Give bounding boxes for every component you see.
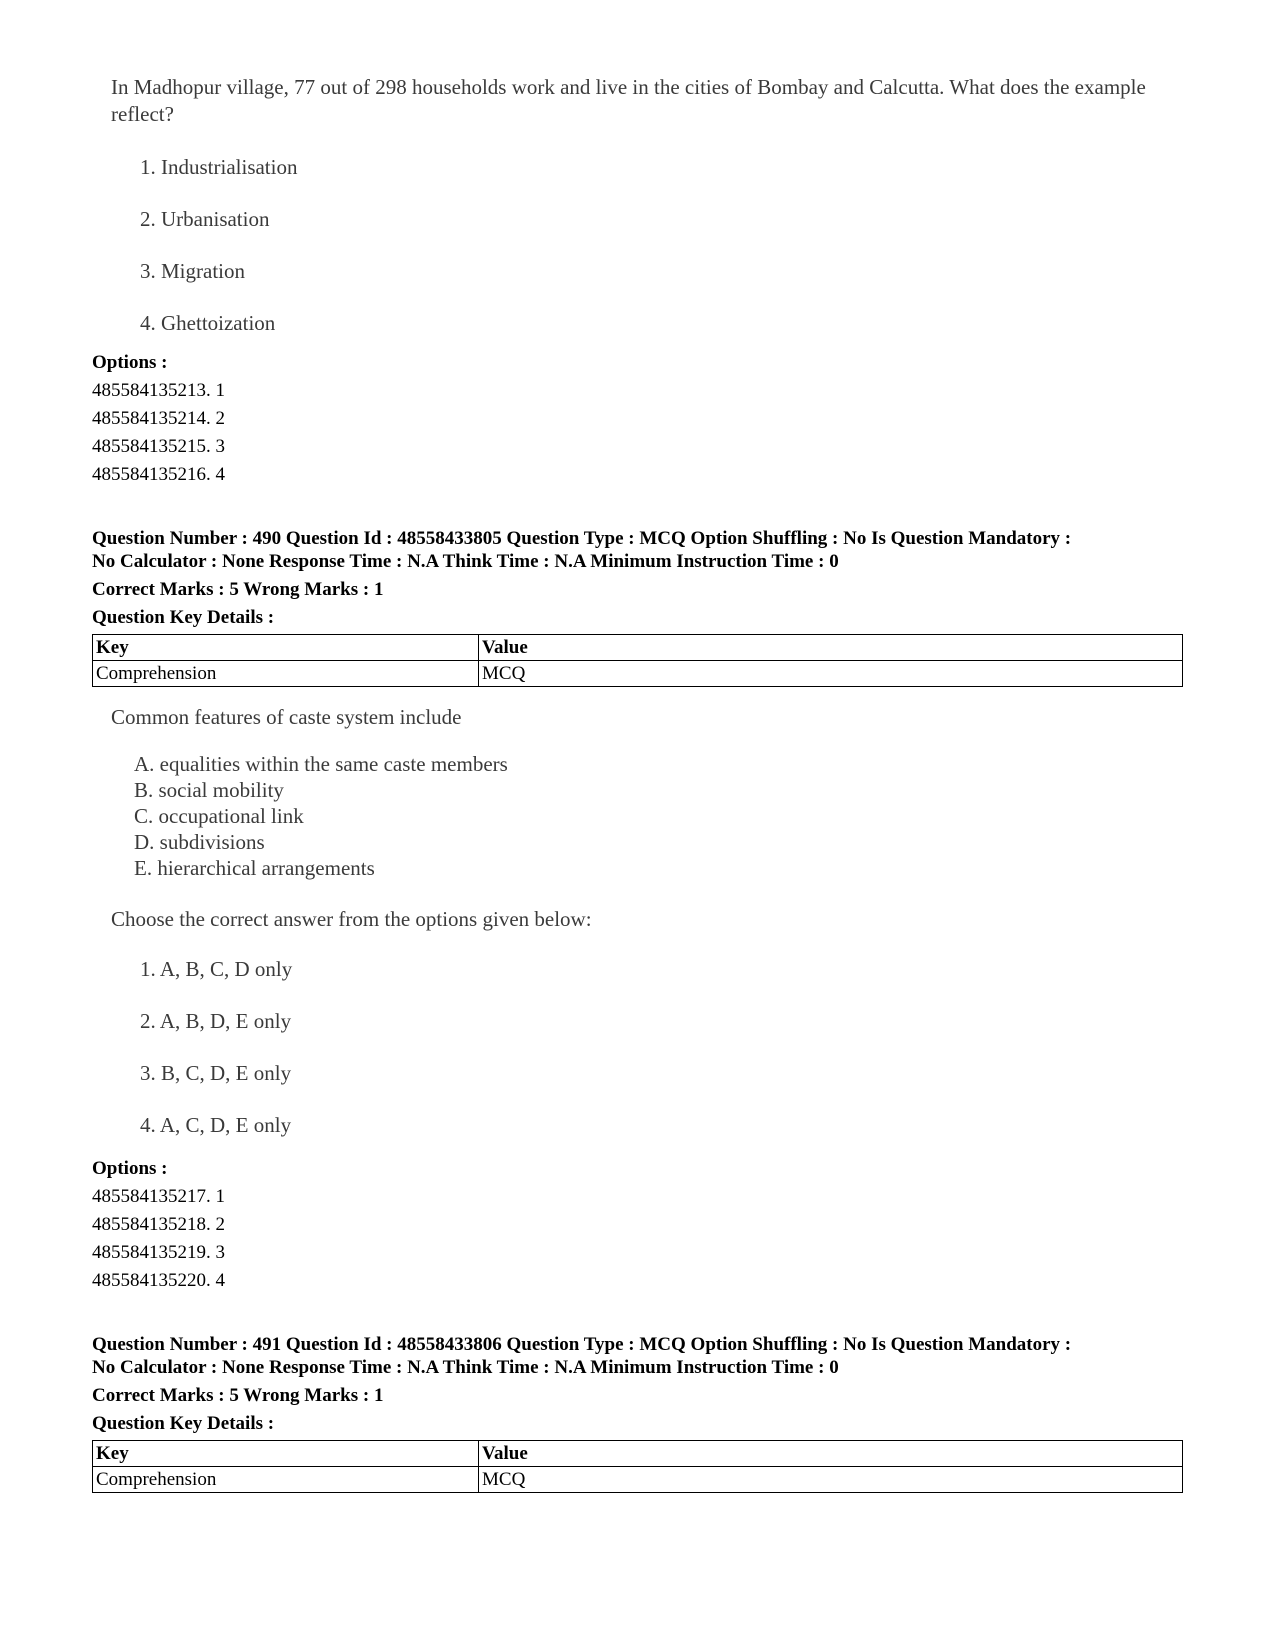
value-cell: MCQ <box>479 1467 1183 1493</box>
q490-marks: Correct Marks : 5 Wrong Marks : 1 <box>92 579 384 600</box>
key-cell: Comprehension <box>93 1467 479 1493</box>
q489-option-2: 485584135214. 2 <box>92 408 225 429</box>
key-header: Key <box>93 1441 479 1467</box>
q489-choice-3: 3. Migration <box>140 259 245 283</box>
q490-key-table <box>92 634 1183 687</box>
q490-option-1: 485584135217. 1 <box>92 1186 225 1207</box>
q490-option-4: 485584135220. 4 <box>92 1270 225 1291</box>
question-489-text: In Madhopur village, 77 out of 298 households work and live in the cities of Bombay and Calcutta. What does the example reflect? <box>111 75 1146 126</box>
q489-option-3: 485584135215. 3 <box>92 436 225 457</box>
q490-option-3: 485584135219. 3 <box>92 1242 225 1263</box>
q490-option-2: 485584135218. 2 <box>92 1214 225 1235</box>
q490-statement-a: A. equalities within the same caste members <box>134 752 508 776</box>
q490-statement-e: E. hierarchical arrangements <box>134 856 375 880</box>
q490-choice-2: 2. A, B, D, E only <box>140 1009 292 1033</box>
q490-meta-line-2: No Calculator : None Response Time : N.A Think Time : N.A Minimum Instruction Time : 0 <box>92 551 839 572</box>
key-cell: Comprehension <box>93 661 479 687</box>
q490-instruction: Choose the correct answer from the options given below: <box>111 907 592 931</box>
question-490-text: Common features of caste system include <box>111 705 462 729</box>
q491-key-table <box>92 1440 1183 1493</box>
q489-option-1: 485584135213. 1 <box>92 380 225 401</box>
q490-options-label: Options : <box>92 1158 168 1179</box>
value-cell: MCQ <box>479 661 1183 687</box>
q490-choice-1: 1. A, B, C, D only <box>140 957 293 981</box>
value-header: Value <box>479 635 1183 661</box>
q490-statement-b: B. social mobility <box>134 778 284 802</box>
value-header: Value <box>479 1441 1183 1467</box>
q491-marks: Correct Marks : 5 Wrong Marks : 1 <box>92 1385 384 1406</box>
q491-meta-line-2: No Calculator : None Response Time : N.A Think Time : N.A Minimum Instruction Time : 0 <box>92 1357 839 1378</box>
key-header: Key <box>93 635 479 661</box>
q491-key-details-label: Question Key Details : <box>92 1413 275 1434</box>
q489-choice-4: 4. Ghettoization <box>140 311 276 335</box>
q489-choice-2: 2. Urbanisation <box>140 207 270 231</box>
q490-choice-3: 3. B, C, D, E only <box>140 1061 292 1085</box>
q490-choice-4: 4. A, C, D, E only <box>140 1113 292 1137</box>
q489-option-4: 485584135216. 4 <box>92 464 225 485</box>
q491-meta-line-1: Question Number : 491 Question Id : 48558433806 Question Type : MCQ Option Shuffling : No Is Question Mandatory : <box>92 1334 1072 1355</box>
q490-statement-c: C. occupational link <box>134 804 304 828</box>
q489-options-label: Options : <box>92 352 168 373</box>
q489-choice-1: 1. Industrialisation <box>140 155 298 179</box>
q490-meta-line-1: Question Number : 490 Question Id : 48558433805 Question Type : MCQ Option Shuffling : No Is Question Mandatory : <box>92 528 1072 549</box>
q490-key-details-label: Question Key Details : <box>92 607 275 628</box>
q490-statement-d: D. subdivisions <box>134 830 265 854</box>
